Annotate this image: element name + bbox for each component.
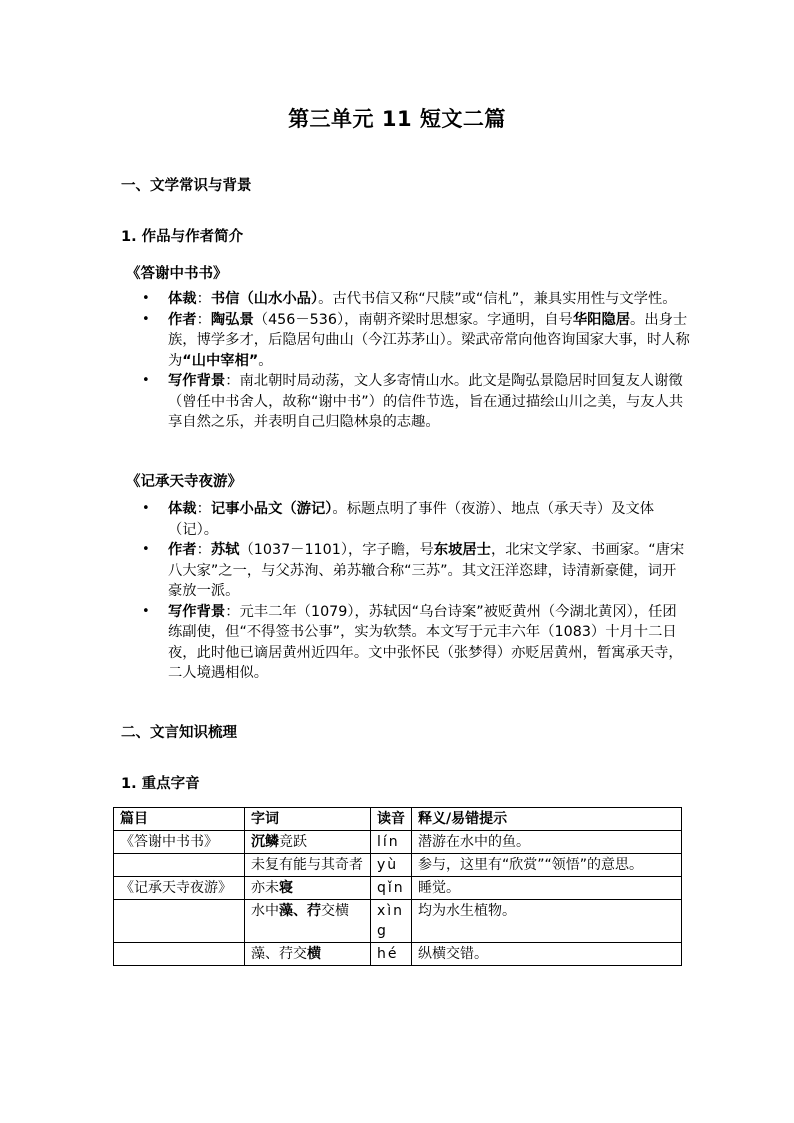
bullet-text: ，北宋文学家、书画家。“唐宋八大家”之一，与父苏洵、弟苏辙合称“三苏”。其文汪洋恣肆，诗清新豪健，词开豪放一派。: [168, 542, 685, 599]
bullet-label: 作者: [168, 311, 197, 328]
table-row: [114, 900, 682, 943]
cell-piece: [114, 943, 245, 966]
bullet-text: （1037－1101），字子瞻，号: [239, 542, 434, 558]
cell-word: [245, 854, 371, 877]
cell-note: 参与，这里有“欣赏”“领悟”的意思。: [412, 854, 682, 877]
bullet-item: [142, 310, 690, 372]
bullet-text: （456－536），南朝齐梁时思想家。字通明，自号: [253, 311, 573, 328]
word-part: 未复有能与其奇者: [251, 857, 363, 873]
word-part: 亦未: [251, 880, 279, 896]
cell-word: [245, 900, 371, 943]
bullet-text: “山中宰相”: [182, 352, 259, 369]
word-part: 横: [307, 946, 321, 962]
word-part: 交横: [321, 903, 349, 919]
bullet-separator: ：: [196, 311, 211, 328]
cell-pinyin: hé: [371, 943, 412, 966]
bullet-item: [142, 540, 690, 602]
cell-word: [245, 831, 371, 854]
cell-pinyin: lín: [371, 831, 412, 854]
bullet-item: [142, 602, 690, 684]
section-heading-literature: 一、文学常识与背景: [121, 178, 252, 194]
cell-word: [245, 943, 371, 966]
bullet-text: 书信（山水小品）: [210, 291, 319, 307]
work-title-dxzss: 《答谢中书书》: [126, 266, 228, 282]
word-part: 水中: [251, 903, 279, 919]
bullet-text: 。标题点明了事件（夜游）、地点（承天寺）及文体（记）。: [168, 501, 655, 538]
cell-pinyin: yù: [371, 854, 412, 877]
bullet-text: 陶弘景: [210, 311, 254, 328]
work1-bullet-list: [142, 289, 690, 433]
bullet-text: 。: [258, 352, 273, 369]
cell-pinyin: qǐn: [371, 877, 412, 900]
pronunciation-table: [113, 807, 682, 966]
cell-piece: 《记承天寺夜游》: [114, 877, 245, 900]
cell-piece: 《答谢中书书》: [114, 831, 245, 854]
bullet-label: 体裁: [168, 291, 197, 307]
bullet-item: [142, 371, 690, 433]
word-part: 沉鳞: [251, 834, 279, 850]
table-row: [114, 877, 682, 900]
header-piece: 篇目: [114, 808, 245, 831]
section-heading-classical: 二、文言知识梳理: [121, 725, 237, 741]
bullet-text: 南北朝时局动荡，文人多寄情山水。此文是陶弘景隐居时回复友人谢徵（曾任中书舍人，故称“谢中书”）的信件节选，旨在通过描绘山川之美，与友人共享自然之乐，并表明自己归隐林泉的志趣。: [168, 373, 684, 430]
bullet-text: 。古代书信又称“尺牍”或“信札”，兼具实用性与文学性。: [318, 291, 677, 307]
bullet-text: 。出身士族，博学多才，后隐居句曲山（今江苏茅山）。梁武帝常向他咨询国家大事，时人称为: [168, 311, 690, 369]
bullet-separator: ：: [225, 373, 240, 389]
bullet-text: 记事小品文（游记）: [210, 501, 333, 517]
subheading-works-authors: 1. 作品与作者简介: [121, 229, 244, 245]
bullet-label: 写作背景: [168, 373, 226, 389]
cell-piece: [114, 854, 245, 877]
bullet-separator: ：: [196, 501, 211, 517]
cell-note: 潜游在水中的鱼。: [412, 831, 682, 854]
header-word: 字词: [245, 808, 371, 831]
bullet-text: 东坡居士: [433, 542, 491, 558]
bullet-text: 苏轼: [210, 542, 240, 558]
bullet-label: 写作背景: [168, 603, 226, 620]
work2-bullet-list: [142, 499, 690, 684]
table-header-row: [114, 808, 682, 831]
table-row: [114, 943, 682, 966]
cell-note: 纵横交错。: [412, 943, 682, 966]
table-row: [114, 831, 682, 854]
bullet-label: 体裁: [168, 501, 197, 517]
word-part: 藻、荇交: [251, 946, 307, 962]
bullet-text: 华阳隐居: [572, 311, 631, 328]
cell-word: [245, 877, 371, 900]
bullet-item: [142, 289, 690, 310]
page-title: 第三单元 11 短文二篇: [288, 107, 506, 131]
bullet-separator: ：: [196, 291, 211, 307]
cell-note: 睡觉。: [412, 877, 682, 900]
subheading-pronunciation: 1. 重点字音: [121, 776, 200, 792]
word-part: 寝: [279, 880, 293, 896]
bullet-item: [142, 499, 690, 540]
bullet-separator: ：: [225, 603, 240, 620]
work-title-jctsyy: 《记承天寺夜游》: [126, 474, 242, 490]
header-note: 释义/易错提示: [412, 808, 682, 831]
bullet-separator: ：: [196, 542, 211, 558]
cell-note: 均为水生植物。: [412, 900, 682, 943]
table-row: [114, 854, 682, 877]
header-pinyin: 读音: [371, 808, 412, 831]
word-part: 竞跃: [279, 834, 307, 850]
cell-piece: [114, 900, 245, 943]
word-part: 藻、荇: [279, 903, 321, 919]
bullet-text: 元丰二年（1079），苏轼因“乌台诗案”被贬黄州（今湖北黄冈），任团练副使，但“不得签书公事”，实为软禁。本文写于元丰六年（1083）十月十二日夜，此时他已谪居黄州近四年。文中张怀民（张梦得）亦贬居黄州，暂寓承天寺，二人境遇相似。: [168, 603, 683, 681]
bullet-label: 作者: [168, 542, 197, 558]
cell-pinyin: xìng: [371, 900, 412, 943]
